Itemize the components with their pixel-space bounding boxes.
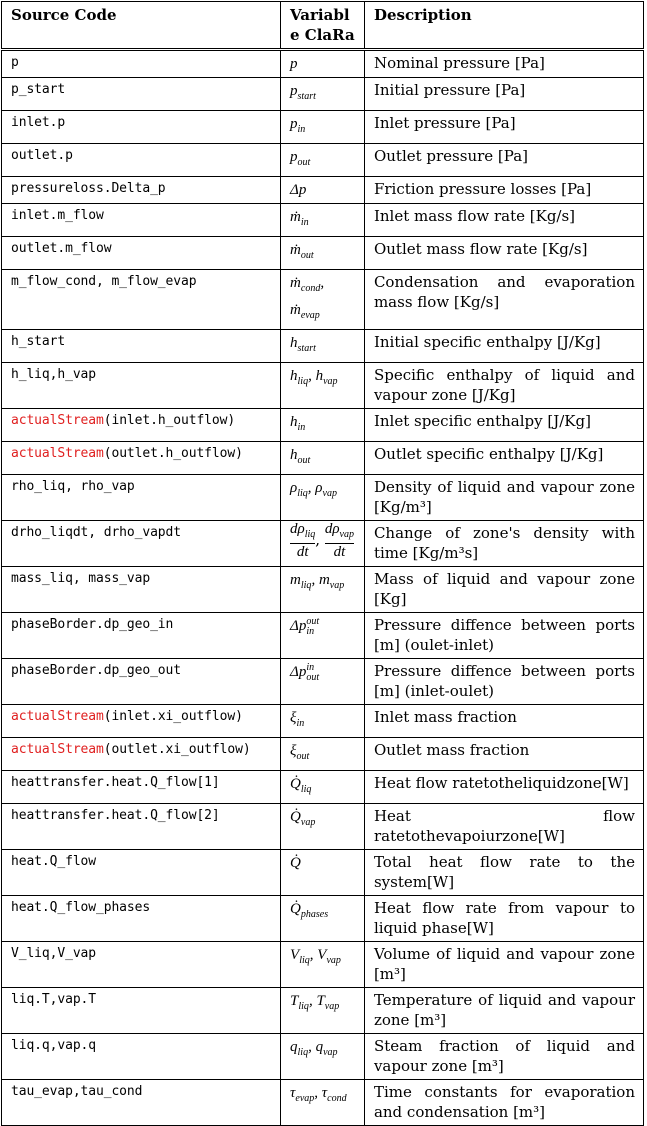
table-row — [2, 1034, 644, 1080]
description-cell: Change of zone's density with time [Kg/m³s] — [364, 521, 643, 567]
description-cell: Mass of liquid and vapour zone [Kg] — [364, 567, 643, 613]
table-row — [2, 705, 644, 738]
header-source-code: Source Code — [2, 2, 281, 50]
function-name: actualStream — [11, 742, 104, 757]
source-code-cell: outlet.p — [2, 144, 281, 177]
variable-cell: $\frac{d\rho_{liq}}{dt}$ , $\frac{d\rho_{vap}}{dt}$ — [281, 521, 365, 567]
table-row — [2, 521, 644, 567]
variable-cell: $\xi_{out}$ — [281, 738, 365, 771]
variable-cell: Δp out in — [281, 613, 365, 659]
table-row — [2, 804, 644, 850]
variable-cell: $h_{start}$ — [281, 330, 365, 363]
source-code-cell: h_start — [2, 330, 281, 363]
table-row — [2, 613, 644, 659]
function-argument: (inlet.xi_outflow) — [103, 709, 243, 724]
table-row — [2, 771, 644, 804]
table-row — [2, 78, 644, 111]
variable-cell: $\tau_{evap}$, $\tau_{cond}$ — [281, 1080, 365, 1126]
variable-cell: ṁ$_{in}$ — [281, 204, 365, 237]
source-code-cell: liq.T,vap.T — [2, 988, 281, 1034]
source-code-cell: drho_liqdt, drho_vapdt — [2, 521, 281, 567]
source-code-cell: tau_evap,tau_cond — [2, 1080, 281, 1126]
description-cell: Heat flow ratetothevapoiurzone[W] — [364, 804, 643, 850]
variables-table — [1, 1, 644, 1126]
source-code-cell: mass_liq, mass_vap — [2, 567, 281, 613]
source-code-cell — [2, 442, 281, 475]
source-code-cell: h_liq,h_vap — [2, 363, 281, 409]
source-code-cell: heat.Q_flow_phases — [2, 896, 281, 942]
source-code-cell: outlet.m_flow — [2, 237, 281, 270]
variable-cell: p — [281, 50, 365, 78]
variable-cell: $V_{liq}$, $V_{vap}$ — [281, 942, 365, 988]
table-row — [2, 177, 644, 204]
table-row — [2, 942, 644, 988]
variable-cell: Δp in out — [281, 659, 365, 705]
variable-cell: Δp — [281, 177, 365, 204]
variable-cell: $Q̇_{vap}$ — [281, 804, 365, 850]
table-row — [2, 850, 644, 896]
description-cell: Specific enthalpy of liquid and vapour zone [J/Kg] — [364, 363, 643, 409]
source-code-cell: V_liq,V_vap — [2, 942, 281, 988]
variable-cell: $p_{in}$ — [281, 111, 365, 144]
variable-cell: $m_{liq}$, $m_{vap}$ — [281, 567, 365, 613]
source-code-cell: p — [2, 50, 281, 78]
source-code-cell: m_flow_cond, m_flow_evap — [2, 270, 281, 330]
description-cell: Volume of liquid and vapour zone [m³] — [364, 942, 643, 988]
table-row — [2, 659, 644, 705]
function-name: actualStream — [11, 413, 104, 428]
description-cell: Friction pressure losses [Pa] — [364, 177, 643, 204]
table-row — [2, 144, 644, 177]
table-row — [2, 363, 644, 409]
source-code-cell: heattransfer.heat.Q_flow[2] — [2, 804, 281, 850]
description-cell: Outlet specific enthalpy [J/Kg] — [364, 442, 643, 475]
function-argument: (outlet.xi_outflow) — [103, 742, 251, 757]
variable-cell: $h_{in}$ — [281, 409, 365, 442]
variable-cell: ṁ$_{cond}$, ṁ$_{evap}$ — [281, 270, 365, 330]
table-header-row — [2, 2, 644, 50]
variable-cell: ṁ$_{out}$ — [281, 237, 365, 270]
description-cell: Pressure diffence between ports [m] (oulet-inlet) — [364, 613, 643, 659]
function-argument: (inlet.h_outflow) — [103, 413, 236, 428]
table-row — [2, 50, 644, 78]
variable-cell: $\rho_{liq}$, $\rho_{vap}$ — [281, 475, 365, 521]
header-description: Description — [364, 2, 643, 50]
table-row — [2, 738, 644, 771]
header-variable-clara: Variable ClaRa — [281, 2, 365, 50]
variable-cell: $q_{liq}$, $q_{vap}$ — [281, 1034, 365, 1080]
table-row — [2, 475, 644, 521]
source-code-cell — [2, 409, 281, 442]
function-name: actualStream — [11, 446, 104, 461]
description-cell: Temperature of liquid and vapour zone [m³] — [364, 988, 643, 1034]
table-row — [2, 237, 644, 270]
table-row — [2, 567, 644, 613]
source-code-cell: phaseBorder.dp_geo_in — [2, 613, 281, 659]
table-row — [2, 896, 644, 942]
table-row — [2, 409, 644, 442]
description-cell: Initial specific enthalpy [J/Kg] — [364, 330, 643, 363]
source-code-cell — [2, 738, 281, 771]
description-cell: Initial pressure [Pa] — [364, 78, 643, 111]
description-cell: Inlet pressure [Pa] — [364, 111, 643, 144]
description-cell: Inlet mass fraction — [364, 705, 643, 738]
description-cell: Heat flow rate from vapour to liquid phase[W] — [364, 896, 643, 942]
variable-cell: $\xi_{in}$ — [281, 705, 365, 738]
variable-cell: $p_{out}$ — [281, 144, 365, 177]
table-row — [2, 442, 644, 475]
source-code-cell: heat.Q_flow — [2, 850, 281, 896]
table-row — [2, 270, 644, 330]
description-cell: Inlet mass flow rate [Kg/s] — [364, 204, 643, 237]
description-cell: Heat flow ratetotheliquidzone[W] — [364, 771, 643, 804]
variable-cell: $Q̇_{phases}$ — [281, 896, 365, 942]
table-row — [2, 111, 644, 144]
source-code-cell: phaseBorder.dp_geo_out — [2, 659, 281, 705]
description-cell: Steam fraction of liquid and vapour zone [m³] — [364, 1034, 643, 1080]
source-code-cell: heattransfer.heat.Q_flow[1] — [2, 771, 281, 804]
description-cell: Condensation and evaporation mass flow [Kg/s] — [364, 270, 643, 330]
description-cell: Total heat flow rate to the system[W] — [364, 850, 643, 896]
variable-cell: $Q̇_{liq}$ — [281, 771, 365, 804]
source-code-cell: p_start — [2, 78, 281, 111]
table-row — [2, 988, 644, 1034]
description-cell: Outlet mass flow rate [Kg/s] — [364, 237, 643, 270]
function-argument: (outlet.h_outflow) — [103, 446, 243, 461]
description-cell: Pressure diffence between ports [m] (inlet-oulet) — [364, 659, 643, 705]
description-cell: Inlet specific enthalpy [J/Kg] — [364, 409, 643, 442]
table-row — [2, 330, 644, 363]
source-code-cell: inlet.p — [2, 111, 281, 144]
source-code-cell: inlet.m_flow — [2, 204, 281, 237]
source-code-cell: liq.q,vap.q — [2, 1034, 281, 1080]
description-cell: Time constants for evaporation and condensation [m³] — [364, 1080, 643, 1126]
description-cell: Outlet mass fraction — [364, 738, 643, 771]
description-cell: Nominal pressure [Pa] — [364, 50, 643, 78]
source-code-cell: rho_liq, rho_vap — [2, 475, 281, 521]
source-code-cell — [2, 705, 281, 738]
variable-cell: $T_{liq}$, $T_{vap}$ — [281, 988, 365, 1034]
source-code-cell: pressureloss.Delta_p — [2, 177, 281, 204]
description-cell: Outlet pressure [Pa] — [364, 144, 643, 177]
table-row — [2, 1080, 644, 1126]
variable-cell: $h_{liq}$, $h_{vap}$ — [281, 363, 365, 409]
table-row — [2, 204, 644, 237]
variable-cell: Q̇ — [281, 850, 365, 896]
description-cell: Density of liquid and vapour zone [Kg/m³] — [364, 475, 643, 521]
function-name: actualStream — [11, 709, 104, 724]
variable-cell: $p_{start}$ — [281, 78, 365, 111]
variable-cell: $h_{out}$ — [281, 442, 365, 475]
